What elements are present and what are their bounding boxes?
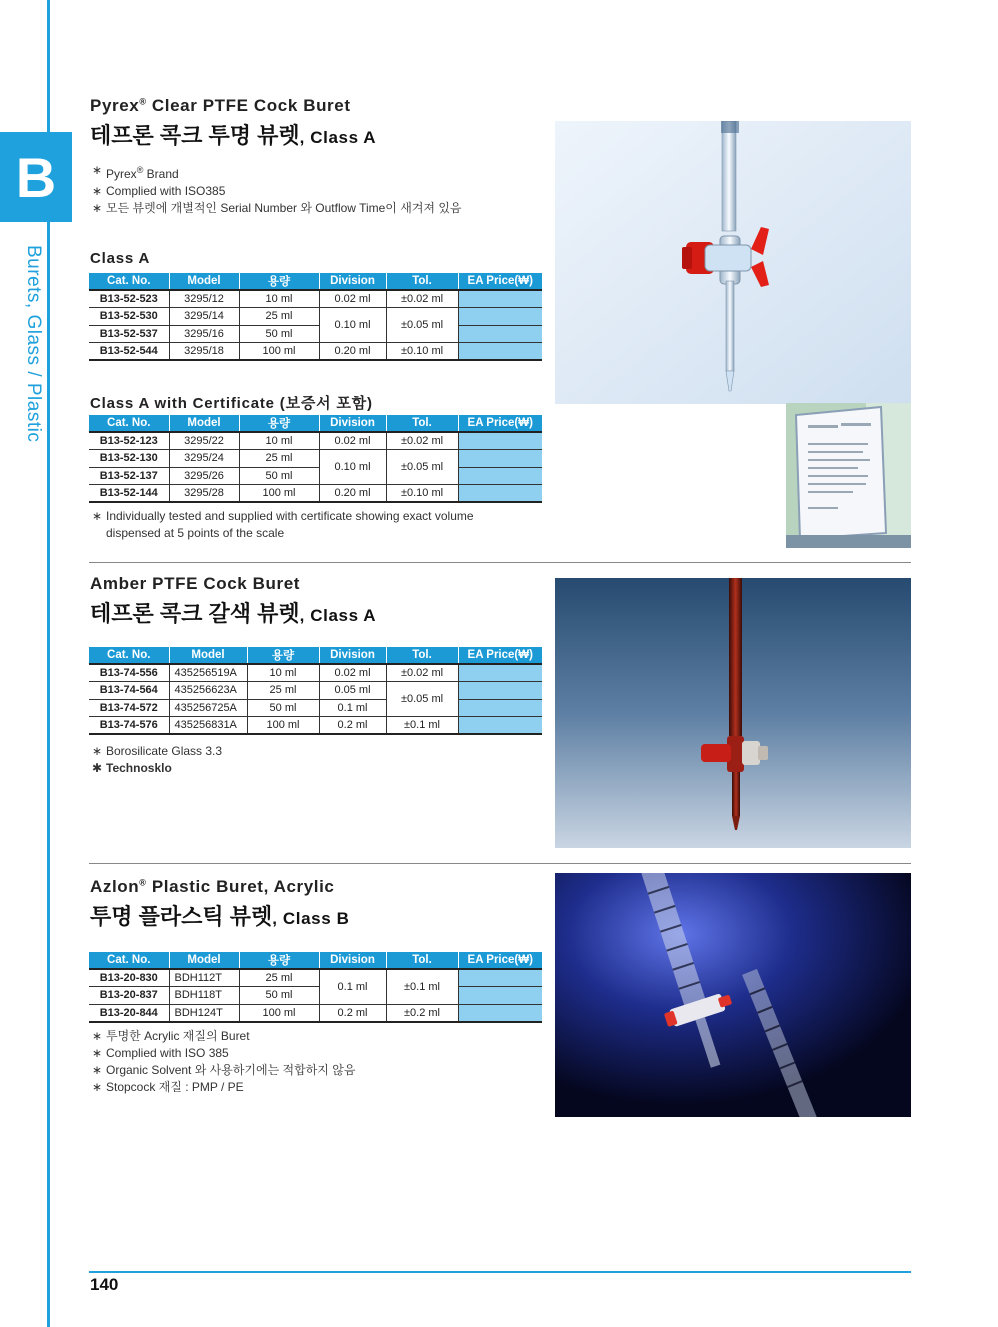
table-row: B13-74-576 435256831A 100 ml 0.2 ml ±0.1 ml (89, 717, 542, 735)
clear-buret-photo (555, 121, 911, 404)
footer-rule (89, 1271, 911, 1273)
pyrex-title-en: Pyrex® Clear PTFE Cock Buret (90, 96, 351, 115)
azlon-notes: ∗ 투명한 Acrylic 재질의 Buret ∗ Complied with ISO 385 ∗ Organic Solvent 와 사용하기에는 적합하지 않음 ∗ Stopcock 재질 : PMP / PE (92, 1029, 356, 1094)
pyrex-cert-title: Class A with Certificate (보증서 포함) (90, 395, 373, 412)
section-divider (89, 863, 911, 864)
azlon-table: Cat. No. Model 용량 Division Tol. EA Price(₩) B13-20-830 BDH112T 25 ml 0.1 ml ±0.1 ml B13-20-837 BDH118T 50 ml B13-20-844 BDH124T 100 ml 0.2 ml ±0.2 ml (89, 952, 542, 1023)
amber-table: Cat. No. Model 용량 Division Tol. EA Price(₩) B13-74-556 435256519A 10 ml 0.02 ml ±0.02 ml B13-74-564 435256623A 25 ml 0.05 ml ±0.05 ml B13-74-572 435256725A 50 ml 0.1 ml B13-74-576 435256831A 100 ml 0.2 ml ±0.1 ml (89, 647, 542, 735)
table-row: B13-52-537 3295/16 50 ml (89, 325, 542, 343)
table-row: B13-74-564 435256623A 25 ml 0.05 ml ±0.05 ml (89, 682, 542, 700)
table-row: B13-52-137 3295/26 50 ml (89, 467, 542, 485)
table-row: B13-52-530 3295/14 25 ml 0.10 ml ±0.05 ml (89, 308, 542, 326)
table-row: B13-52-144 3295/28 100 ml 0.20 ml ±0.10 ml (89, 485, 542, 503)
table-row: B13-20-844 BDH124T 100 ml 0.2 ml ±0.2 ml (89, 1004, 542, 1022)
table-row: B13-52-130 3295/24 25 ml 0.10 ml ±0.05 ml (89, 450, 542, 468)
azlon-title-ko: 투명 플라스틱 뷰렛, Class B (90, 904, 350, 929)
pyrex-class-a-table: Cat. No. Model 용량 Division Tol. EA Price(₩) B13-52-523 3295/12 10 ml 0.02 ml ±0.02 ml B13-52-530 3295/14 25 ml 0.10 ml ±0.05 ml B13-52-537 3295/16 50 ml B13-52-544 3295/18 100 ml 0.20 ml ±0.10 ml (89, 273, 542, 361)
pyrex-class-a-title: Class A (90, 250, 151, 267)
pyrex-notes: ∗ Pyrex® Brand ∗ Complied with ISO385 ∗ 모든 뷰렛에 개별적인 Serial Number 와 Outflow Time이 새겨져 있음 (92, 163, 462, 215)
certificate-photo (786, 403, 911, 548)
table-row: B13-74-556 435256519A 10 ml 0.02 ml ±0.02 ml (89, 664, 542, 682)
table-row: B13-74-572 435256725A 50 ml 0.1 ml (89, 699, 542, 717)
section-vertical-label: Burets, Glass / Plastic (23, 245, 44, 443)
plastic-buret-photo (555, 873, 911, 1117)
table-row: B13-52-123 3295/22 10 ml 0.02 ml ±0.02 ml (89, 432, 542, 450)
amber-title-ko: 테프론 콕크 갈색 뷰렛, Class A (90, 601, 377, 626)
pyrex-cert-notes: ∗ Individually tested and supplied with certificate showing exact volume dispensed at 5 points of the scale (92, 509, 474, 540)
table-row: B13-20-837 BDH118T 50 ml (89, 987, 542, 1005)
amber-buret-photo (555, 578, 911, 848)
table-row: B13-52-544 3295/18 100 ml 0.20 ml ±0.10 ml (89, 343, 542, 361)
pyrex-title-ko: 테프론 콕크 투명 뷰렛, Class A (90, 123, 377, 148)
table-row: B13-52-523 3295/12 10 ml 0.02 ml ±0.02 ml (89, 290, 542, 308)
azlon-title-en: Azlon® Plastic Buret, Acrylic (90, 877, 335, 896)
section-tab-letter: B (0, 132, 72, 222)
pyrex-cert-table: Cat. No. Model 용량 Division Tol. EA Price(₩) B13-52-123 3295/22 10 ml 0.02 ml ±0.02 ml B13-52-130 3295/24 25 ml 0.10 ml ±0.05 ml B13-52-137 3295/26 50 ml B13-52-144 3295/28 100 ml 0.20 ml ±0.10 ml (89, 415, 542, 503)
section-divider (89, 562, 911, 563)
amber-title-en: Amber PTFE Cock Buret (90, 574, 301, 593)
table-row: B13-20-830 BDH112T 25 ml 0.1 ml ±0.1 ml (89, 969, 542, 987)
amber-notes: ∗ Borosilicate Glass 3.3 ✱ Technosklo (92, 744, 223, 775)
page-number: 140 (90, 1275, 119, 1294)
